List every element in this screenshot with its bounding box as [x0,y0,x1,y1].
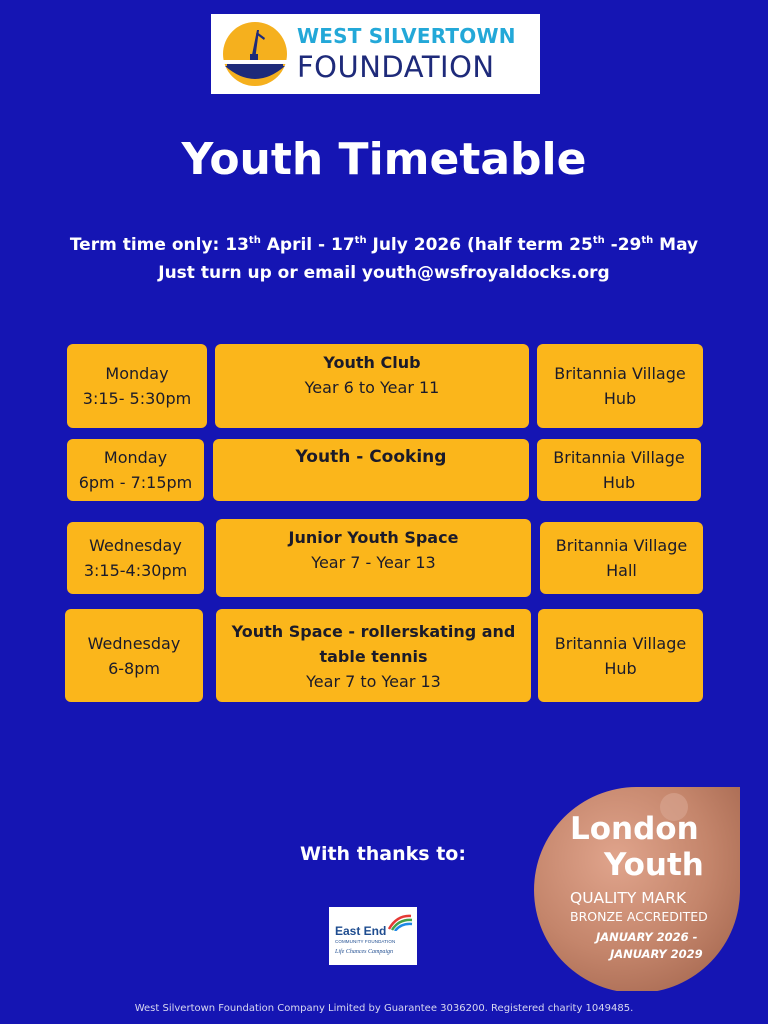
row-4-activity: Youth Space - rollerskating and table tennis Year 7 to Year 13 [216,609,531,702]
contact-line: Just turn up or email youth@wsfroyaldocks.org [158,263,610,283]
footer-legal: West Silvertown Foundation Company Limited by Guarantee 3036200. Registered charity 1049485. [134,1003,634,1014]
row-1-day: Monday 3:15- 5:30pm [67,344,207,428]
badge-line-6: JANUARY 2029 [610,947,703,961]
sun-crane-logo-icon [221,20,289,88]
row-4-venue: Britannia Village Hub [538,609,703,702]
badge-line-2: Youth [604,847,704,883]
badge-line-5: JANUARY 2026 - [596,930,698,944]
row-2-day: Monday 6pm - 7:15pm [67,439,204,501]
row-1-activity: Youth Club Year 6 to Year 11 [215,344,529,428]
sponsor-tagline: Life Chances Campaign [335,949,393,955]
term-info [0,231,768,287]
sponsor-logo [329,907,417,965]
logo-line-2: FOUNDATION [297,50,495,84]
row-2-activity: Youth - Cooking [213,439,529,501]
badge-line-3: QUALITY MARK [570,889,687,907]
badge-text [534,785,740,991]
sponsor-subtitle: COMMUNITY FOUNDATION [335,939,396,944]
row-2-venue: Britannia Village Hub [537,439,701,501]
term-dates: Term time only: 13th April - 17th July 2026 (half term 25th -29th May [69,235,699,255]
row-3-day: Wednesday 3:15-4:30pm [67,522,204,594]
sponsor-name: East End [335,924,387,938]
swoosh-icon [387,913,413,931]
row-3-activity: Junior Youth Space Year 7 - Year 13 [216,519,531,597]
badge-line-1: London [570,811,699,847]
row-1-venue: Britannia Village Hub [537,344,703,428]
page-title: Youth Timetable [181,134,587,185]
row-4-day: Wednesday 6-8pm [65,609,203,702]
logo-line-1: WEST SILVERTOWN [297,24,516,48]
foundation-logo [211,14,540,94]
thanks-heading: With thanks to: [300,843,466,865]
badge-line-4: BRONZE ACCREDITED [570,909,708,924]
row-3-venue: Britannia Village Hall [540,522,703,594]
